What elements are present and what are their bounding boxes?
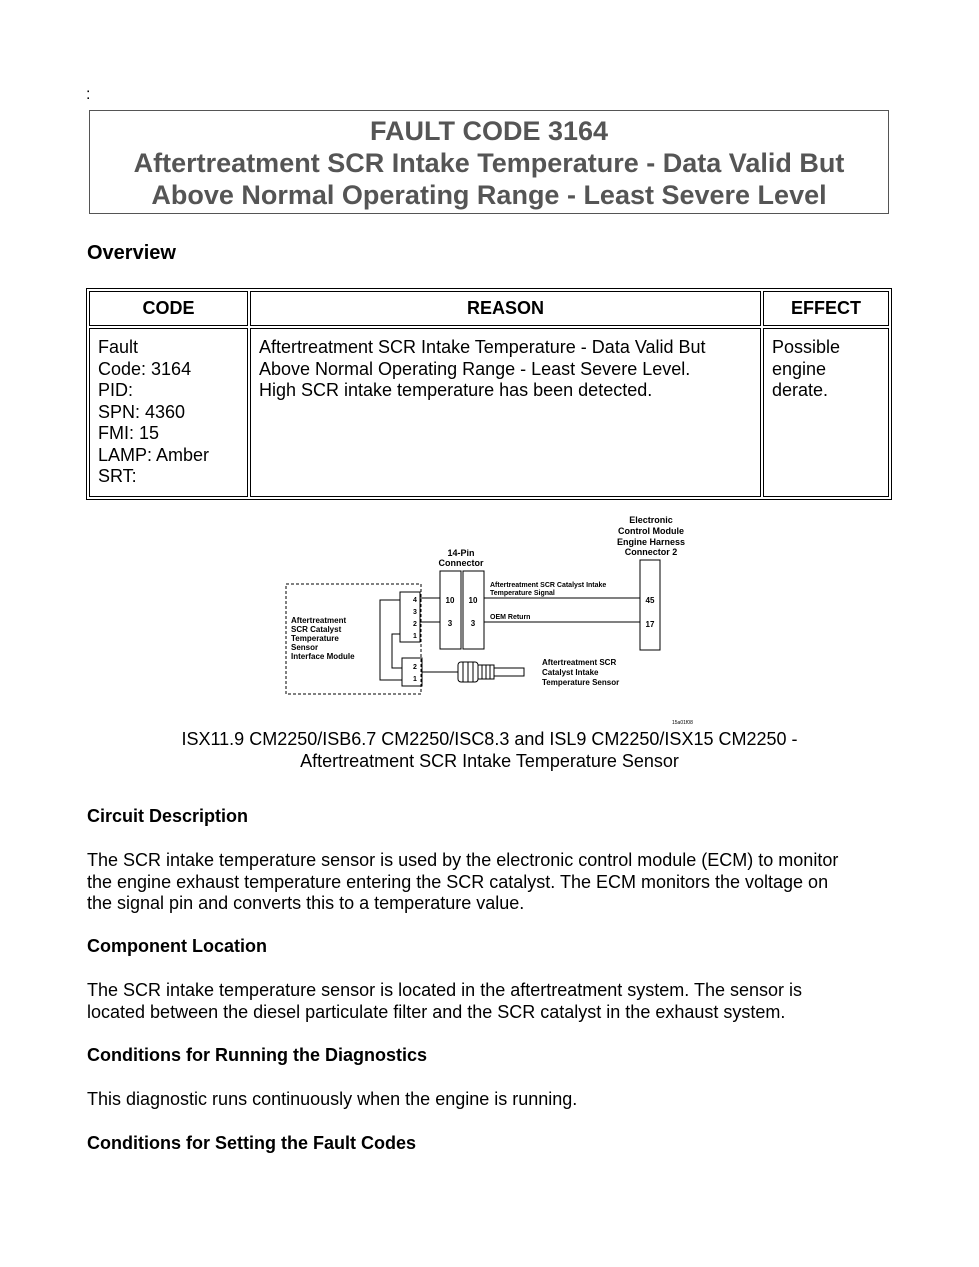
running-diagnostics-text xyxy=(87,1089,907,1111)
connector-pin-label: 3 xyxy=(447,619,453,628)
paragraph-line: The SCR intake temperature sensor is located in the aftertreatment system. The sensor is xyxy=(87,980,802,1000)
connector-pin-label: 10 xyxy=(468,596,478,605)
module-label-line: Sensor xyxy=(291,643,319,652)
caption-line-1: ISX11.9 CM2250/ISB6.7 CM2250/ISC8.3 and ISL9 CM2250/ISX15 CM2250 - xyxy=(181,729,798,749)
reason-line: High SCR intake temperature has been detected. xyxy=(259,380,653,400)
code-line: Fault xyxy=(98,337,139,357)
circuit-description-heading: Circuit Description xyxy=(87,806,249,826)
sensor-label-line: Temperature Sensor xyxy=(542,678,620,687)
sensor-label-line: Aftertreatment SCR xyxy=(542,658,617,667)
sensor-connector-box xyxy=(402,658,422,686)
connector-label-line: Connector xyxy=(438,558,484,568)
wiring-diagram xyxy=(280,510,700,730)
temperature-sensor-icon xyxy=(458,662,524,682)
ecm-pin-label: 17 xyxy=(645,620,655,629)
code-line: PID: xyxy=(98,380,134,400)
sensor-label-line: Catalyst Intake xyxy=(542,668,599,677)
cell-code xyxy=(89,328,248,497)
effect-line: Possible xyxy=(772,337,841,357)
connector-half-b xyxy=(463,571,484,649)
paragraph-line: The SCR intake temperature sensor is used by the electronic control module (ECM) to monitor xyxy=(87,850,839,870)
signal-wire-label: Aftertreatment SCR Catalyst Intake xyxy=(490,582,607,589)
effect-line: derate. xyxy=(772,380,829,400)
module-label-line: Temperature xyxy=(291,634,339,643)
setting-fault-codes-heading: Conditions for Setting the Fault Codes xyxy=(87,1133,416,1153)
fault-code-table xyxy=(86,288,892,500)
code-line: Code: 3164 xyxy=(98,358,192,379)
return-wire-label: OEM Return xyxy=(490,614,531,621)
code-line: FMI: 15 xyxy=(98,423,160,443)
module-label-line: Interface Module xyxy=(291,652,355,661)
circuit-description-text xyxy=(87,850,907,915)
ecm-pin-label: 45 xyxy=(645,596,655,605)
module-pin-label: 4 xyxy=(413,597,417,604)
running-diagnostics-heading: Conditions for Running the Diagnostics xyxy=(87,1045,427,1065)
figure-ref: 15a01f08 xyxy=(672,720,693,726)
table-header-row xyxy=(89,291,889,326)
fault-title-line-2: Aftertreatment SCR Intake Temperature - Data Valid But xyxy=(133,148,845,178)
code-line: SPN: 4360 xyxy=(98,401,186,422)
ecm-label-line: Connector 2 xyxy=(624,547,678,557)
effect-line: engine xyxy=(772,358,827,379)
fault-title-line-3: Above Normal Operating Range - Least Severe Level xyxy=(151,180,827,210)
fault-title-line-1: FAULT CODE 3164 xyxy=(369,116,609,146)
overview-heading: Overview xyxy=(87,242,176,264)
component-location-text xyxy=(87,980,907,1023)
page-colon: : xyxy=(86,86,91,103)
signal-wire-label: Temperature Signal xyxy=(490,590,555,597)
table-row xyxy=(89,328,889,497)
header-reason: REASON xyxy=(250,291,761,326)
paragraph-line: the engine exhaust temperature entering the SCR catalyst. The ECM monitors the voltage on xyxy=(87,871,829,892)
module-label-line: Aftertreatment xyxy=(291,616,347,625)
figure-caption xyxy=(0,728,979,772)
paragraph-line: This diagnostic runs continuously when the engine is running. xyxy=(87,1089,578,1109)
connector-label-line: 14-Pin xyxy=(447,548,475,558)
ecm-connector-box xyxy=(640,560,660,650)
cell-effect xyxy=(763,328,889,497)
code-line: SRT: xyxy=(98,466,137,486)
header-effect: EFFECT xyxy=(763,291,889,326)
reason-line: Above Normal Operating Range - Least Severe Level. xyxy=(259,358,691,379)
module-label-line: SCR Catalyst xyxy=(291,625,342,634)
fault-title-box xyxy=(89,110,889,214)
connector-pin-label: 10 xyxy=(445,596,455,605)
ecm-label-line: Electronic xyxy=(629,515,673,525)
ecm-label-line: Control Module xyxy=(618,526,684,536)
sensor-pin-label: 1 xyxy=(413,676,417,683)
connector-pin-label: 3 xyxy=(470,619,476,628)
module-pin-label: 2 xyxy=(413,621,417,628)
module-pin-label: 1 xyxy=(413,633,417,640)
sensor-pin-label: 2 xyxy=(413,664,417,671)
cell-reason xyxy=(250,328,761,497)
caption-line-2: Aftertreatment SCR Intake Temperature Sensor xyxy=(300,751,679,771)
code-line: LAMP: Amber xyxy=(98,444,210,465)
header-code: CODE xyxy=(89,291,248,326)
paragraph-line: the signal pin and converts this to a temperature value. xyxy=(87,893,525,913)
paragraph-line: located between the diesel particulate filter and the SCR catalyst in the exhaust system. xyxy=(87,1001,786,1022)
connector-half-a xyxy=(440,571,461,649)
ecm-label-line: Engine Harness xyxy=(616,537,686,547)
module-pin-label: 3 xyxy=(413,609,417,616)
component-location-heading: Component Location xyxy=(87,936,267,956)
module-connector-box xyxy=(400,592,420,642)
reason-line: Aftertreatment SCR Intake Temperature - Data Valid But xyxy=(259,337,706,357)
